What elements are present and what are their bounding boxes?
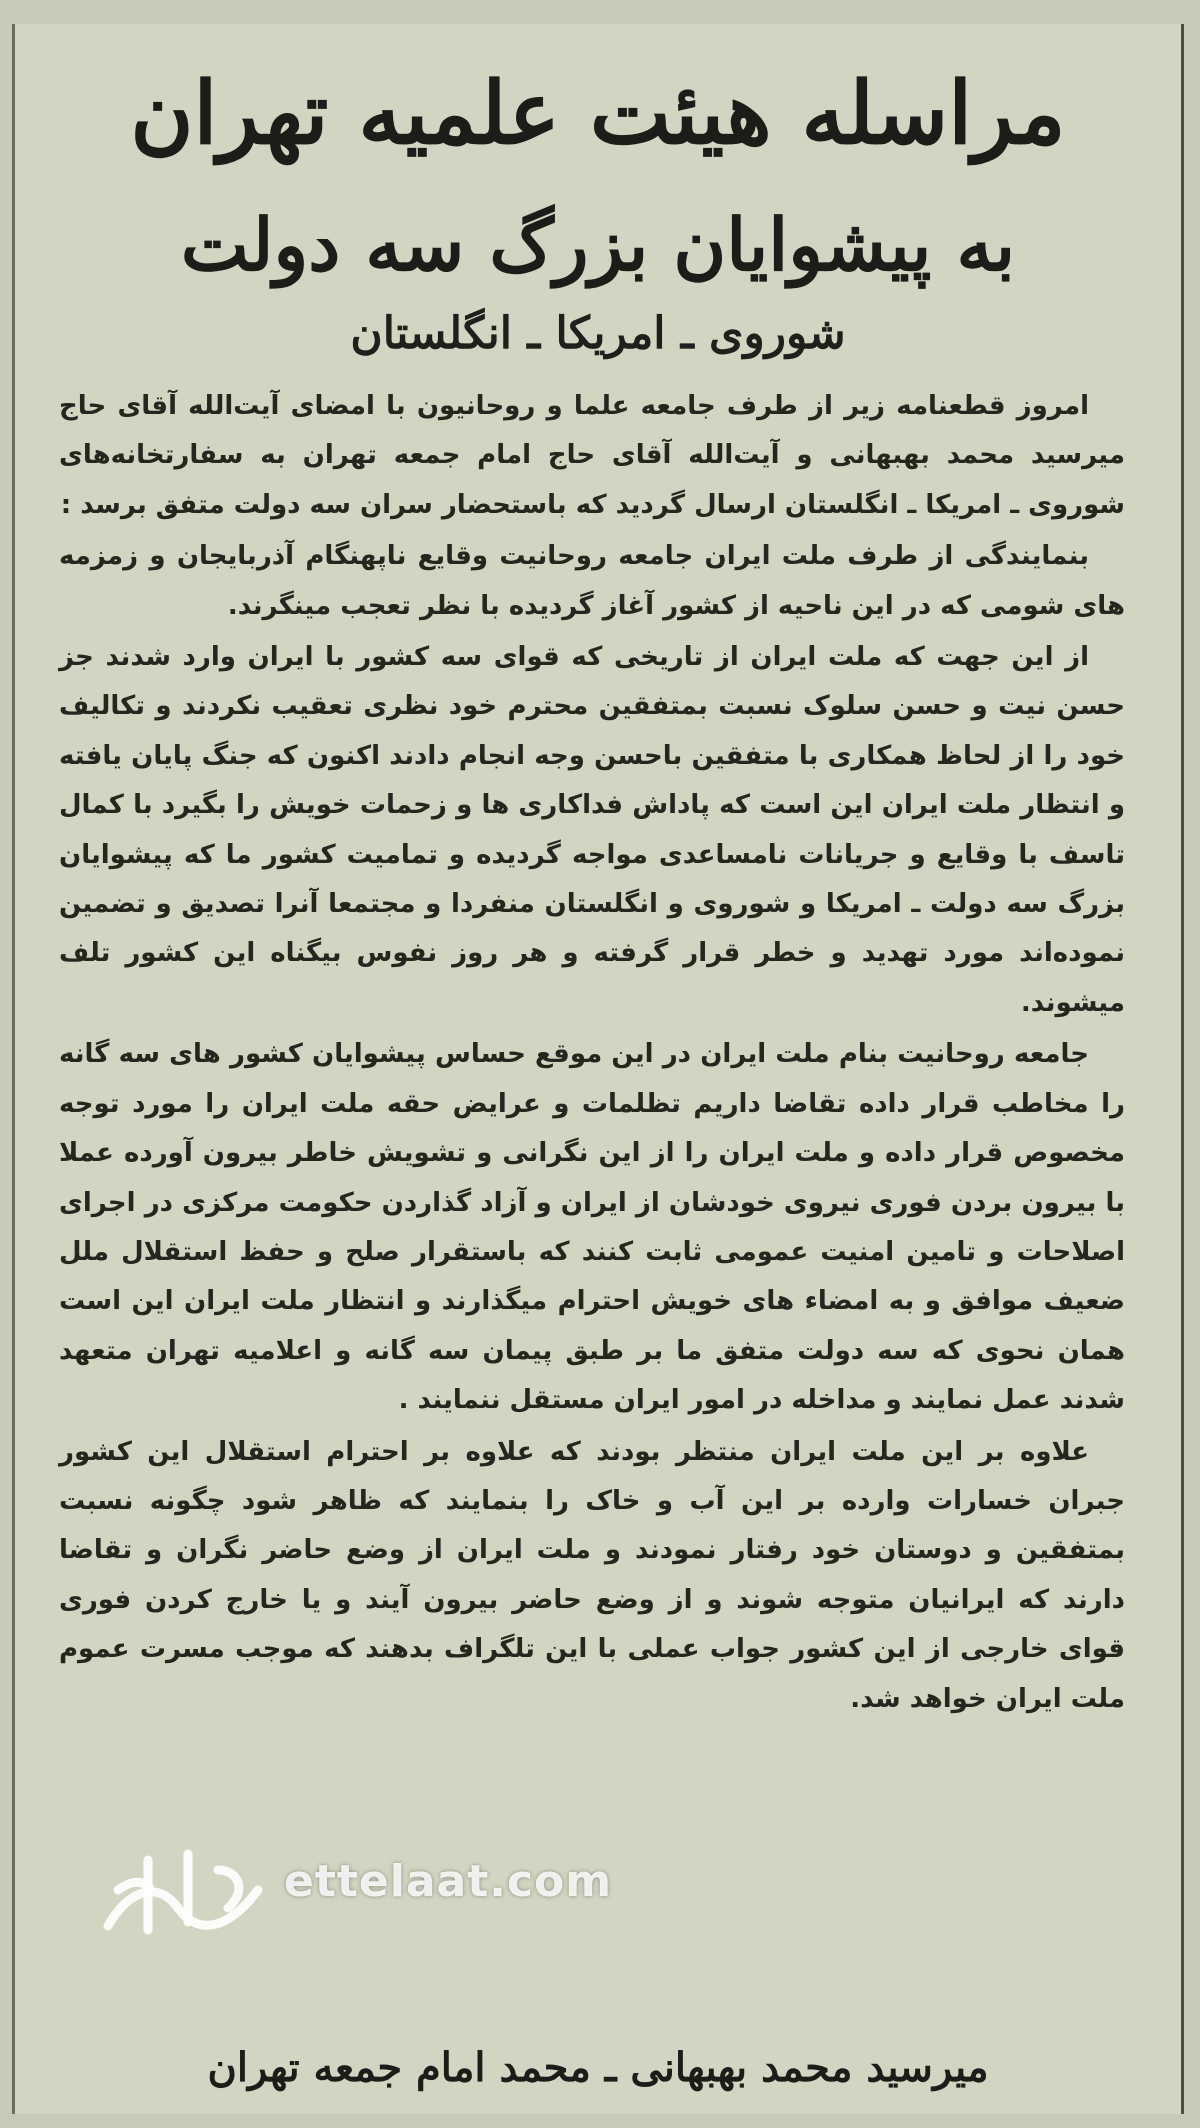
article-paragraph: بنمایندگی از طرف ملت ایران جامعه روحانیت وقایع ناپهنگام آذربایجان و زمزمه های شومی که در این ناحیه از کشور آغاز گردیده با نظر تعجب مینگرند. bbox=[59, 541, 1125, 621]
headline-main: مراسله هیئت علمیه تهران bbox=[130, 63, 1066, 164]
article-paragraph: از این جهت که ملت ایران از تاریخی که قوای سه کشور با ایران وارد شدند جز حسن نیت و حسن سلوک نسبت بمتفقین محترم خود نظری تعقیب نکردند و تکالیف خود را از لحاظ همکاری با متفقین باحسن وجه انجام دادند اکنون که جنگ پایان یافته و انتظار ملت ایران این است که پاداش فداکاری ها و زحمات خویش را بگیرد با کمال تاسف با وقایع و جریانات نامساعدی مواجه گردیده و تمامیت کشور ما که پیشوایان بزرگ سه دولت ـ امریکا و شوروی و انگلستان منفردا و مجتمعا آنرا تصدیق و تضمین نموده‌اند مورد تهدید و خطر قرار گرفته و هر روز نفوس بیگناه این کشور تلف میشوند. bbox=[59, 642, 1125, 1018]
article-paragraph: امروز قطعنامه زیر از طرف جامعه علما و روحانیون با امضای آیت‌الله آقای حاج میرسید محمد بهبهانی و آیت‌الله آقای حاج امام جمعه تهران به سفارتخانه‌های شوروی ـ امریکا ـ انگلستان ارسال گردید که باستحضار سران سه دولت متفق برسد : bbox=[59, 391, 1125, 520]
headline-sub: به پیشوایان بزرگ سه دولت bbox=[180, 202, 1016, 287]
article-body bbox=[59, 382, 1125, 1724]
watermark-site-text: ettelaat.com bbox=[284, 1856, 613, 1907]
newspaper-clipping bbox=[12, 24, 1184, 2114]
headline-countries: شوروی ـ امریکا ـ انگلستان bbox=[350, 308, 846, 359]
article-signature: میرسید محمد بهبهانی ـ محمد امام جمعه تهران bbox=[207, 2044, 989, 2091]
article-paragraph: علاوه بر این ملت ایران منتظر بودند که علاوه بر احترام استقلال این کشور جبران خسارات وارده بر این آب و خاک را بنمایند که ظاهر شود چگونه نسبت بمتفقین و دوستان خود رفتار نمودند و ملت ایران از وضع حاضر نگران و تقاضا دارند که ایرانیان متوجه شوند و از وضع حاضر بیرون آیند و یا خارج کردن فوری قوای خارجی از این کشور جواب عملی با این تلگراف بدهند که موجب مسرت عموم ملت ایران خواهد شد. bbox=[59, 1436, 1125, 1714]
article-paragraph: جامعه روحانیت بنام ملت ایران در این موقع حساس پیشوایان کشور های سه گانه را مخاطب قرار داده تقاضا داریم تظلمات و عرایض حقه ملت ایران را مورد توجه مخصوص قرار داده و ملت ایران را از این نگرانی و تشویش خاطر بیرون آورده عملا با بیرون بردن فوری نیروی خودشان از ایران و آزاد گذاردن حکومت مرکزی در اجرای اصلاحات و تامین امنیت عمومی ثابت کنند که باستقرار صلح و حفظ استقلال ملل ضعیف موافق و به امضاء های خویش احترام میگذارند و انتظار ملت ایران این است همان نحوی که سه دولت متفق ما بر طبق پیمان سه گانه و اعلامیه تهران متعهد شدند عمل نمایند و مداخله در امور ایران مستقل ننمایند . bbox=[59, 1039, 1125, 1416]
